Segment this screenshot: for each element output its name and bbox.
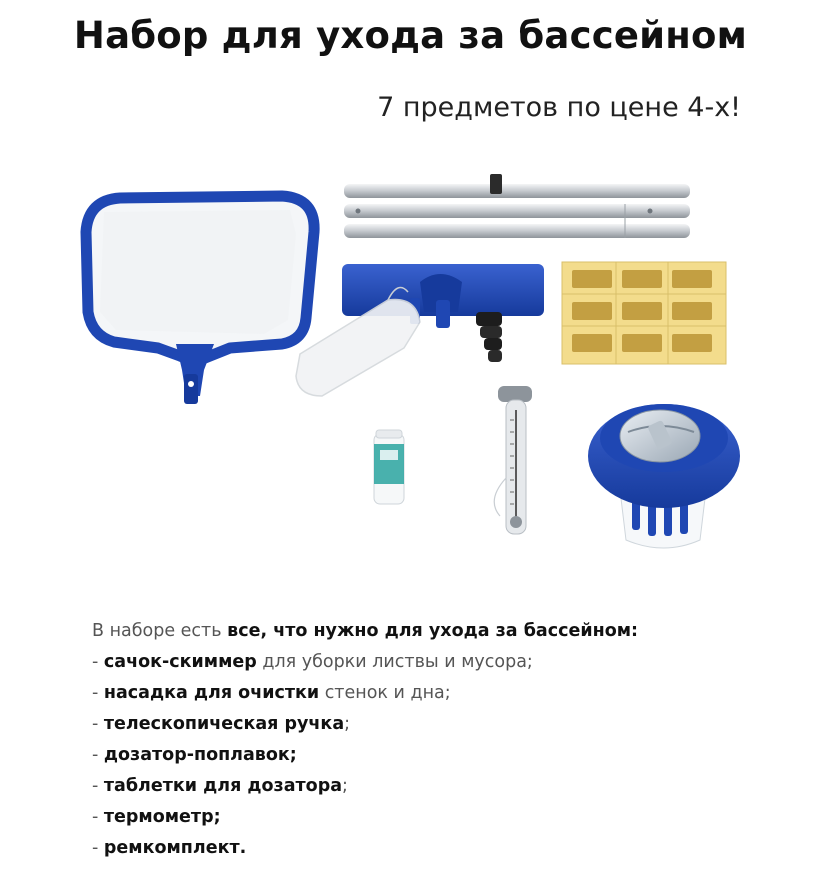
hose-connector-image (476, 312, 502, 362)
item-bold: ремкомплект. (103, 838, 247, 858)
item-rest: для уборки листвы и мусора; (256, 652, 533, 672)
vacuum-head-image (296, 264, 544, 396)
repair-kit-image (562, 262, 726, 364)
list-item (92, 678, 792, 709)
description-intro (92, 616, 792, 647)
item-bold: дозатор-поплавок; (103, 745, 297, 765)
tablets-bottle-image (374, 430, 404, 504)
item-bullet: - (92, 838, 104, 858)
item-bullet: - (92, 776, 104, 796)
item-rest: ; (344, 714, 351, 734)
list-item (92, 740, 792, 771)
item-bold: сачок-скиммер (103, 652, 257, 672)
item-bold: таблетки для дозатора (103, 776, 343, 796)
item-bullet: - (92, 745, 104, 765)
item-bold: термометр; (103, 807, 221, 827)
item-bullet: - (92, 683, 104, 703)
item-bold: телескопическая ручка (103, 714, 345, 734)
list-item (92, 771, 792, 802)
item-bold: насадка для очистки (103, 683, 320, 703)
floating-dispenser-image (588, 404, 740, 548)
telescopic-pole-image (344, 174, 690, 238)
product-illustration (0, 160, 821, 580)
item-rest: ; (342, 776, 348, 796)
item-bullet: - (92, 652, 104, 672)
list-item (92, 802, 792, 833)
list-item (92, 647, 792, 678)
thermometer-image (494, 386, 532, 534)
item-rest: стенок и дна; (319, 683, 451, 703)
list-item (92, 709, 792, 740)
skimmer-net-image (86, 196, 314, 404)
description-block (92, 616, 792, 864)
intro-bold-text: все, что нужно для ухода за бассейном: (227, 621, 639, 641)
list-item (92, 833, 792, 864)
page-title: Набор для ухода за бассейном (73, 14, 748, 57)
page-subtitle: 7 предметов по цене 4-х! (377, 92, 741, 123)
intro-text: В наборе есть (92, 621, 228, 641)
item-bullet: - (92, 807, 104, 827)
item-bullet: - (92, 714, 104, 734)
